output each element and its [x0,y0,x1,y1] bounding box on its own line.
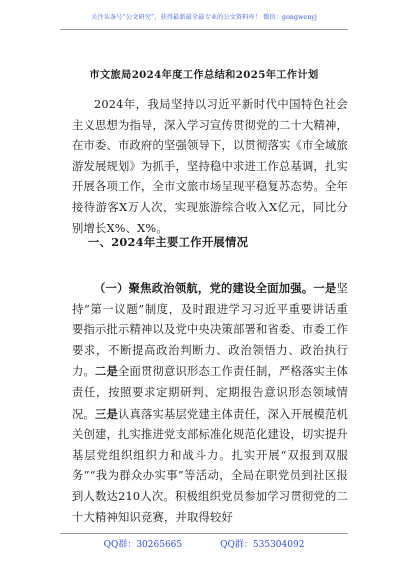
subsection-lead: （一）聚焦政治领航，党的建设全面加强。 [94,281,314,295]
header-banner: 关注头条号“公文研究”，获得最新最全最专业的公文资料库！ 微信：gongwenyj [91,14,317,21]
section-paragraph [72,278,348,528]
footer-qq-group-2: QQ群：535304092 [220,540,305,550]
footer [0,537,408,550]
footer-divider [60,533,348,534]
point-one-text: 坚持“第一议题”制度，及时跟进学习习近平重要讲话重要指示批示精神以及党中央决策部署和省委、市委工作要求，不断提高政治判断力、政治领悟力、政治执行力。 [72,282,348,379]
point-three-label: 三是 [95,406,118,421]
point-three-text: 认真落实基层党建主体责任，深入开展模范机关创建，扎实推进党支部标准化规范化建设，切实提升基层党组织组织力和战斗力。扎实开展“双报到双服务”“我为群众办实事”等活动，全局在职党员到社区报到人数达210人次。积极组织党员参加学习贯彻党的二十大精神知识竞赛，并取得较好 [72,407,348,524]
header-divider [60,29,348,30]
point-one-label: 一是 [313,281,337,295]
point-two-label: 二是 [95,364,118,379]
intro-paragraph: 2024年，我局坚持以习近平新时代中国特色社会主义思想为指导，深入学习宣传贯彻党的二十大精神，在市委、市政府的坚强领导下，以贯彻落实《市全域旅游发展规划》为抓手，坚持稳中求进工作总基调，扎实开展各项工作，全市文旅市场呈现平稳复苏态势。全年接待游客X万人次，实现旅游综合收入X亿元，同比分别增长X%、X%。 [72,98,348,235]
point-two-text: 全面贯彻意识形态工作责任制，严格落实主体责任，按照要求定期研判、定期报告意识形态领域情况。 [72,365,348,421]
section-heading: 一、2024年主要工作开展情况 [88,235,249,249]
footer-qq-group-1: QQ群：30265665 [103,540,183,550]
document-title: 市文旅局2024年度工作总结和2025年工作计划 [89,69,319,81]
